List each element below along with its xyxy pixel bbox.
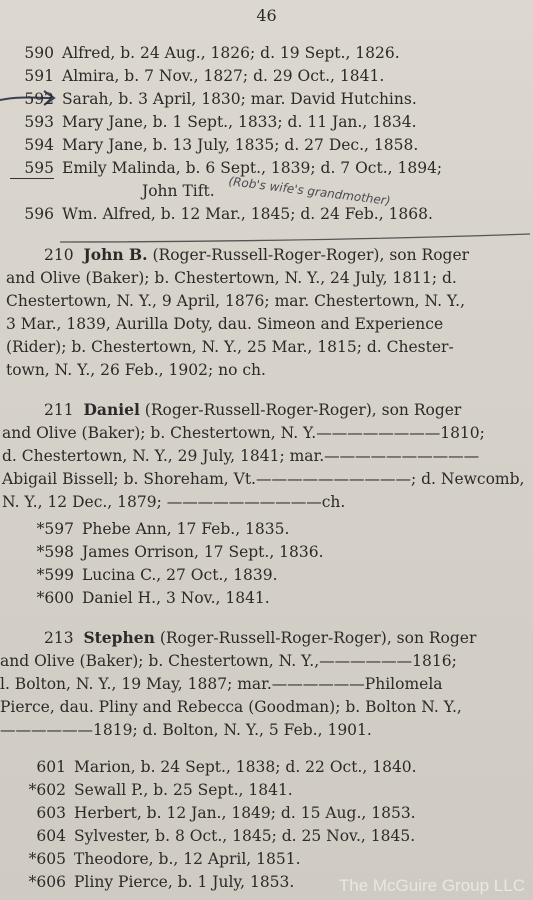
entry-210-line: and Olive (Baker); b. Chestertown, N. Y., 24 July, 1811; d. [6, 269, 457, 287]
list-item: *598 James Orrison, 17 Sept., 1836. [36, 543, 324, 561]
list-item: 603 Herbert, b. 12 Jan., 1849; d. 15 Aug., 1853. [36, 804, 416, 822]
entry-211-line: d. Chestertown, N. Y., 29 July, 1841; mar.—————————— [2, 447, 480, 465]
list-item: 604 Sylvester, b. 8 Oct., 1845; d. 25 Nov., 1845. [36, 827, 416, 845]
entry-210-line: (Rider); b. Chestertown, N. Y., 25 Mar., 1815; d. Chester- [6, 338, 454, 356]
entry-210-line: town, N. Y., 26 Feb., 1902; no ch. [6, 361, 266, 379]
handwritten-rule [60, 230, 533, 246]
entry-211-line: N. Y., 12 Dec., 1879; ——————————ch. [2, 493, 346, 511]
list-item: 595 Emily Malinda, b. 6 Sept., 1839; d. 7 Oct., 1894; [10, 158, 442, 179]
handwritten-note: (Rob's wife's grandmother) [227, 174, 392, 208]
list-item: 590 Alfred, b. 24 Aug., 1826; d. 19 Sept., 1826. [24, 44, 400, 62]
entry-211-line: and Olive (Baker); b. Chestertown, N. Y.————————1810; [2, 424, 485, 442]
list-item: *599 Lucina C., 27 Oct., 1839. [36, 566, 278, 584]
entry-210-heading: 210 John B. (Roger-Russell-Roger-Roger), son Roger [44, 245, 470, 264]
entry-211-heading: 211 Daniel (Roger-Russell-Roger-Roger), son Roger [44, 400, 462, 419]
entry-213-line: ——————1819; d. Bolton, N. Y., 5 Feb., 1901. [0, 721, 372, 739]
entry-213-line: and Olive (Baker); b. Chestertown, N. Y.,——————1816; [0, 652, 457, 670]
list-item: *602 Sewall P., b. 25 Sept., 1841. [28, 781, 293, 799]
page-number: 46 [256, 6, 277, 25]
entry-210-line: 3 Mar., 1839, Aurilla Doty, dau. Simeon and Experience [6, 315, 444, 333]
list-item: 591 Almira, b. 7 Nov., 1827; d. 29 Oct., 1841. [24, 67, 385, 85]
entry-213-heading: 213 Stephen (Roger-Russell-Roger-Roger), son Roger [44, 628, 477, 647]
list-item-continuation: John Tift. [142, 182, 215, 200]
entry-211-line: Abigail Bissell; b. Shoreham, Vt.——————————; d. Newcomb, [2, 470, 525, 488]
entry-213-line: l. Bolton, N. Y., 19 May, 1887; mar.——————Philomela [0, 675, 443, 693]
list-item: 596 Wm. Alfred, b. 12 Mar., 1845; d. 24 Feb., 1868. [24, 205, 433, 223]
entry-210-line: Chestertown, N. Y., 9 April, 1876; mar. Chestertown, N. Y., [6, 292, 466, 310]
entry-213-line: Pierce, dau. Pliny and Rebecca (Goodman); b. Bolton N. Y., [0, 698, 462, 716]
list-item: 594 Mary Jane, b. 13 July, 1835; d. 27 Dec., 1858. [24, 136, 419, 154]
list-item: 593 Mary Jane, b. 1 Sept., 1833; d. 11 Jan., 1834. [24, 113, 417, 131]
list-item: *606 Pliny Pierce, b. 1 July, 1853. [28, 873, 295, 891]
list-item: *600 Daniel H., 3 Nov., 1841. [36, 589, 270, 607]
list-item: *597 Phebe Ann, 17 Feb., 1835. [36, 520, 290, 538]
list-item: 601 Marion, b. 24 Sept., 1838; d. 22 Oct., 1840. [36, 758, 417, 776]
list-item: *605 Theodore, b., 12 April, 1851. [28, 850, 301, 868]
list-item: 592 Sarah, b. 3 April, 1830; mar. David Hutchins. [24, 90, 417, 108]
watermark: The McGuire Group LLC [338, 876, 525, 895]
